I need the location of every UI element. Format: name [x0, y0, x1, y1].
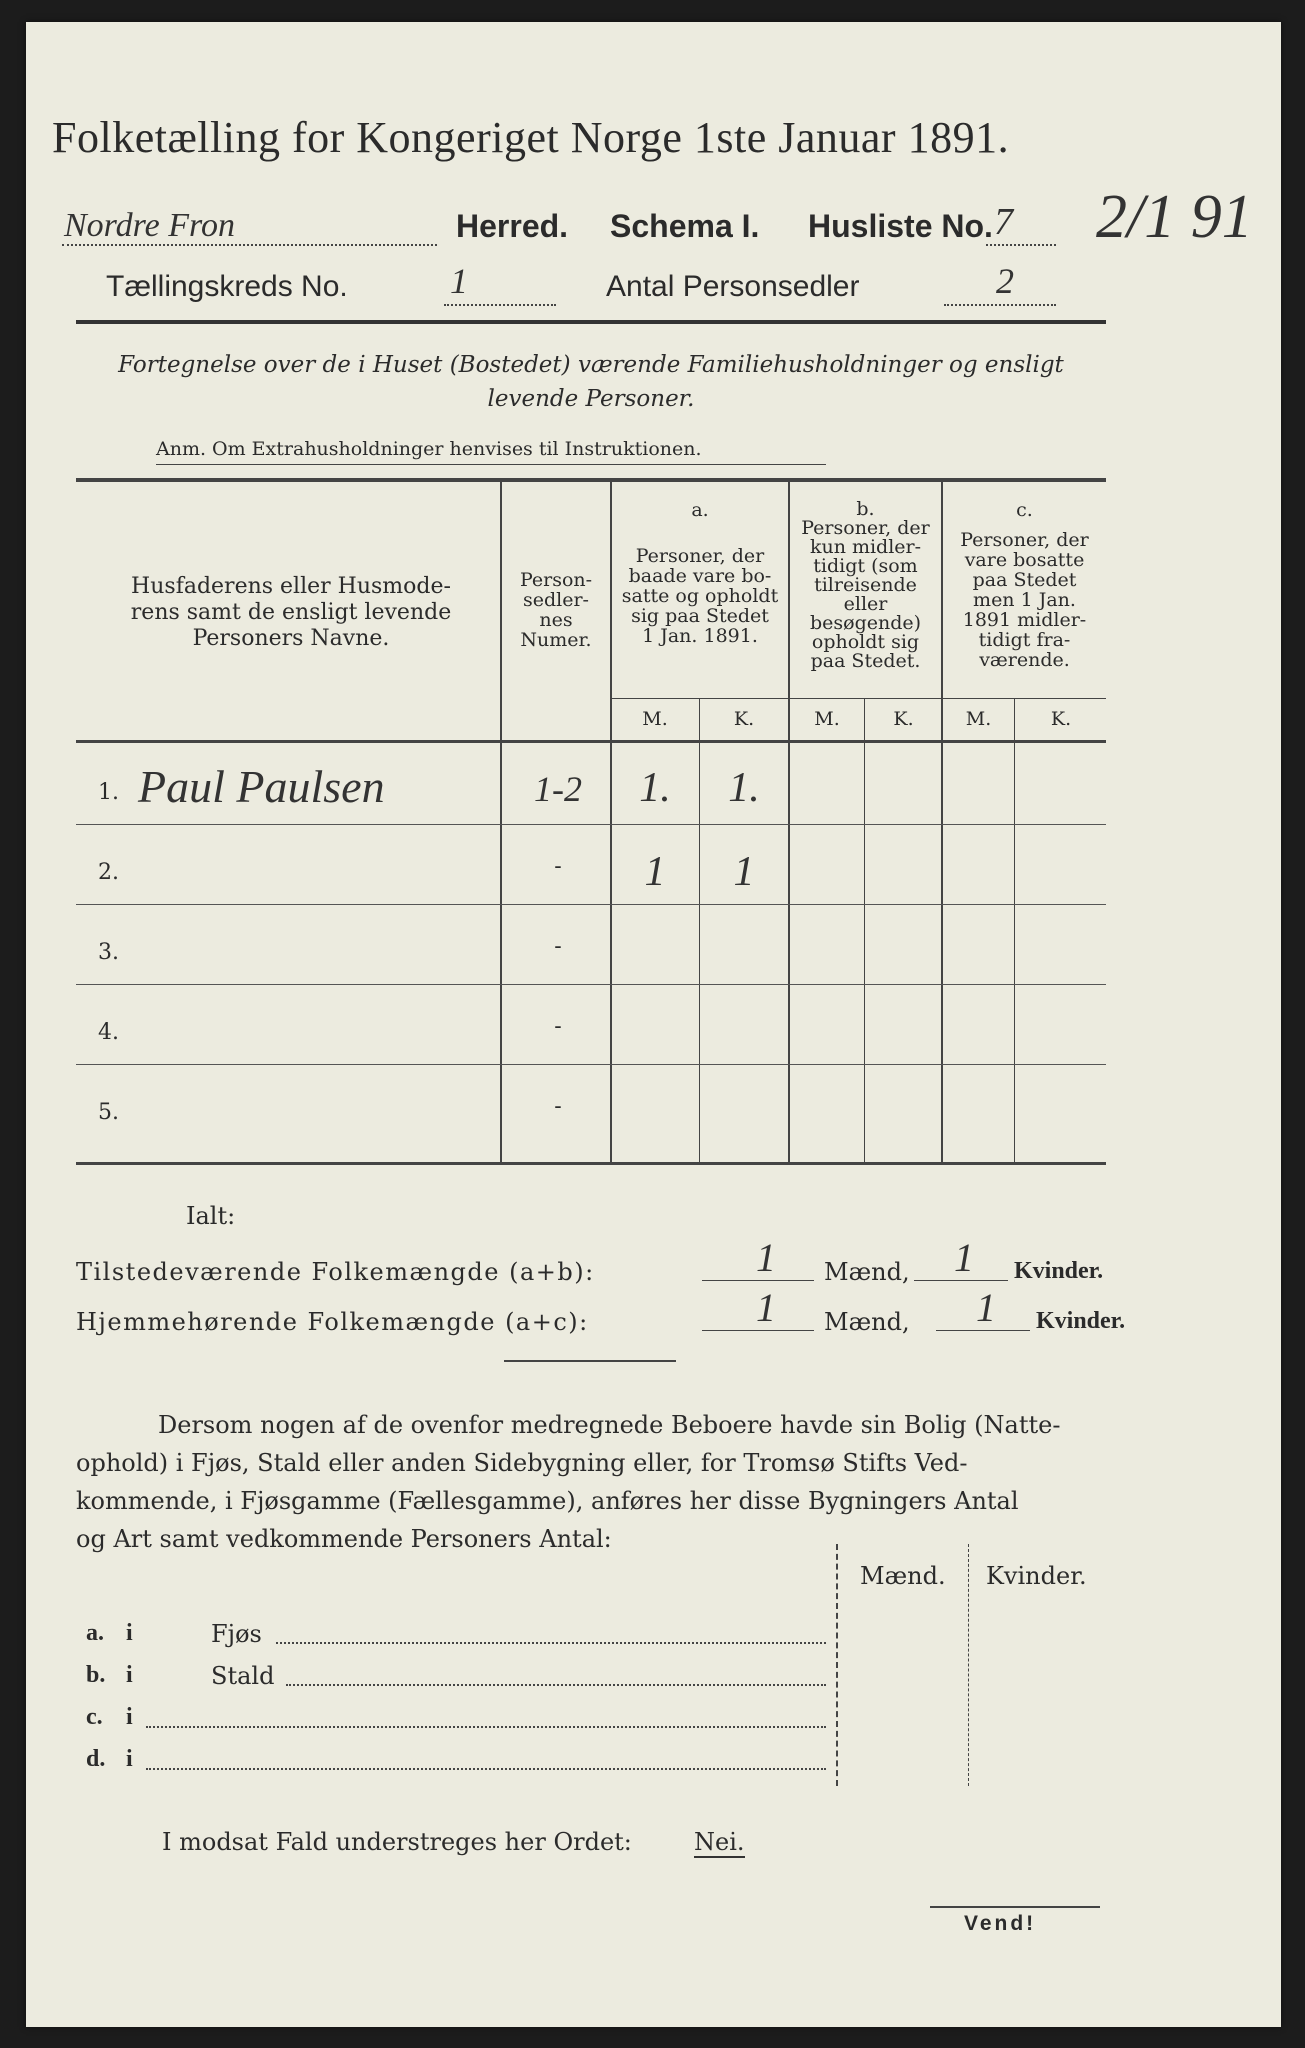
table-row [76, 1064, 1106, 1142]
hjemme-label: Hjemmehørende Folkemængde (a+c): [76, 1308, 589, 1336]
item-letter: d. [86, 1746, 106, 1772]
tilstede-kvinder-line [914, 1280, 1008, 1281]
header-bottom-rule [76, 740, 1106, 743]
list-item [86, 1738, 826, 1778]
intro-text [76, 348, 1106, 416]
kreds-label: Tællingskreds No. [106, 270, 348, 303]
col-header-c-l2: vare bosatte [964, 549, 1085, 571]
col-header-b-l4: tilreisende [814, 574, 917, 596]
item-i: i [126, 1620, 133, 1646]
intro-line-2: levende Personer. [487, 386, 695, 412]
item-letter: a. [86, 1620, 104, 1646]
row-sedel-number: - [554, 1014, 562, 1039]
col-header-number-l2: sedler- [523, 589, 589, 611]
row-a-k: 1. [728, 765, 760, 811]
hjemme-maend-label: Mænd, [824, 1308, 910, 1336]
col-header-c [943, 500, 1106, 670]
husliste-dotted-line [986, 244, 1056, 246]
hjemme-kvinder-label: Kvinder. [1036, 1308, 1126, 1334]
buildings-p3: kommende, i Fjøsgamme (Fællesgamme), anføres her disse Bygningers Antal [76, 1487, 1019, 1515]
col-header-a [612, 500, 788, 646]
col-header-b-l7: opholdt sig [811, 631, 920, 653]
col-header-number [502, 570, 610, 650]
col-b-m: M. [814, 708, 840, 730]
row-a-m: 1. [639, 765, 671, 811]
item-i: i [126, 1704, 133, 1730]
hjemme-maend-line [702, 1330, 814, 1331]
tilstede-label: Tilstedeværende Folkemængde (a+b): [76, 1258, 595, 1286]
hjemme-kvinder-value: 1 [976, 1285, 996, 1330]
item-dotted-line [276, 1642, 826, 1644]
col-header-c-l5: 1891 midler- [962, 609, 1087, 631]
item-dotted-line [286, 1684, 826, 1686]
col-c-k: K. [1050, 708, 1072, 730]
section-divider [504, 1360, 676, 1362]
col-header-c-l7: værende. [979, 649, 1070, 671]
anm-underline [156, 464, 826, 465]
buildings-col-divider-1 [836, 1544, 838, 1786]
tilstede-maend-label: Mænd, [824, 1258, 910, 1286]
schema-label: Schema I. [610, 208, 760, 244]
row-name: Paul Paulsen [138, 761, 385, 812]
table-row [76, 984, 1106, 1065]
antal-value: 2 [996, 261, 1014, 301]
census-form-page [26, 22, 1281, 2027]
item-letter: c. [86, 1704, 103, 1730]
buildings-col-divider-2 [968, 1544, 969, 1786]
husliste-value: 7 [994, 201, 1013, 243]
herred-value: Nordre Fron [64, 207, 235, 244]
header-rule [76, 320, 1106, 324]
row-number: 1. [98, 780, 119, 805]
item-i: i [126, 1662, 133, 1688]
mk-top-rule [610, 698, 1106, 699]
col-a-k: K. [733, 708, 755, 730]
col-b-k: K. [893, 708, 914, 730]
table-top-rule [76, 478, 1106, 482]
row-sedel-number: - [554, 934, 562, 959]
item-letter: b. [86, 1662, 106, 1688]
col-header-names-l2: rens samt de ensligt levende [130, 600, 452, 625]
ialt-label: Ialt: [186, 1202, 236, 1230]
item-dotted-line [146, 1768, 826, 1770]
husliste-label: Husliste No. [808, 208, 993, 244]
tilstede-kvinder-label: Kvinder. [1014, 1258, 1104, 1284]
hjemme-kvinder-line [936, 1330, 1030, 1331]
buildings-p4: og Art samt vedkommende Personers Antal: [76, 1525, 612, 1553]
col-header-b-l5: eller [843, 593, 888, 615]
row-number: 2. [98, 860, 119, 885]
col-header-b-l3: tidigt (som [813, 555, 918, 577]
kreds-value: 1 [450, 261, 468, 301]
buildings-p1: Dersom nogen af de ovenfor medregnede Beboere havde sin Bolig (Natte- [158, 1411, 1061, 1439]
buildings-p2: ophold) i Fjøs, Stald eller anden Sidebygning eller, for Tromsø Stifts Ved- [76, 1449, 968, 1477]
kreds-dotted-line [444, 304, 556, 306]
col-header-a-l4: sig paa Stedet [631, 605, 769, 627]
list-item [86, 1696, 826, 1736]
col-header-b-l1: Personer, der [801, 517, 930, 539]
col-header-b-l6: besøgende) [809, 612, 922, 634]
modsat-text: I modsat Fald understreges her Ordet: [162, 1828, 632, 1856]
row-a-m: 1 [644, 849, 666, 895]
table-row [76, 904, 1106, 985]
col-header-a-letter: a. [691, 499, 709, 521]
tilstede-kvinder-value: 1 [954, 1235, 974, 1280]
buildings-kvinder-header: Kvinder. [986, 1562, 1087, 1590]
col-header-c-l1: Personer, der [960, 529, 1089, 551]
col-header-c-l6: tidigt fra- [978, 629, 1071, 651]
row-a-k: 1 [733, 849, 755, 895]
buildings-maend-header: Mænd. [860, 1562, 946, 1590]
col-header-names [86, 574, 496, 652]
col-header-c-l4: men 1 Jan. [973, 589, 1076, 611]
col-header-number-l4: Numer. [520, 629, 592, 651]
row-number: 3. [98, 940, 119, 965]
herred-dotted-line [62, 244, 437, 246]
col-header-b-l2: kun midler- [809, 536, 922, 558]
col-header-c-l3: paa Stedet [972, 569, 1077, 591]
col-header-b-letter: b. [856, 498, 875, 520]
col-header-a-l3: satte og opholdt [621, 585, 779, 607]
list-item [86, 1612, 826, 1652]
table-bottom-rule [76, 1162, 1106, 1165]
item-i: i [126, 1746, 133, 1772]
nei-word: Nei. [694, 1828, 745, 1856]
tilstede-maend-line [702, 1280, 814, 1281]
list-item [86, 1654, 826, 1694]
buildings-paragraph [76, 1406, 1126, 1558]
col-header-names-l1: Husfaderens eller Husmode- [131, 574, 451, 599]
col-header-a-l2: baade vare bo- [628, 565, 772, 587]
col-header-b [790, 500, 941, 671]
table-row [76, 824, 1106, 905]
row-sedel-number: - [554, 1094, 562, 1119]
anm-note: Anm. Om Extrahusholdninger henvises til Instruktionen. [156, 438, 702, 460]
antal-dotted-line [944, 304, 1056, 306]
col-header-b-l8: paa Stedet. [810, 650, 921, 672]
vend-text: Vend! [964, 1912, 1037, 1935]
herred-label: Herred. [456, 208, 569, 244]
hjemme-maend-value: 1 [756, 1285, 776, 1330]
col-header-number-l1: Person- [519, 569, 593, 591]
col-header-a-l5: 1 Jan. 1891. [642, 625, 758, 647]
row-number: 4. [98, 1020, 119, 1045]
col-c-m: M. [965, 708, 992, 730]
col-header-c-letter: c. [1016, 499, 1033, 521]
vend-rule [930, 1906, 1100, 1908]
corner-note: 2/1 91 [1096, 183, 1253, 251]
table-row [76, 744, 1106, 825]
col-a-m: M. [642, 708, 668, 730]
col-header-names-l3: Personers Navne. [192, 626, 390, 651]
col-header-number-l3: nes [539, 609, 573, 631]
col-header-a-l1: Personer, der [635, 545, 765, 567]
row-sedel-number: - [554, 854, 562, 879]
item-dotted-line [146, 1726, 826, 1728]
antal-label: Antal Personsedler [606, 270, 860, 303]
form-title: Folketælling for Kongeriget Norge 1ste Januar 1891. [52, 113, 1010, 162]
item-label: Stald [211, 1662, 275, 1690]
item-label: Fjøs [211, 1620, 262, 1648]
row-sedel-number: 1-2 [534, 769, 582, 809]
intro-line-1: Fortegnelse over de i Huset (Bostedet) værende Familiehusholdninger og ensligt [118, 352, 1064, 378]
tilstede-maend-value: 1 [756, 1235, 776, 1280]
row-number: 5. [98, 1100, 119, 1125]
